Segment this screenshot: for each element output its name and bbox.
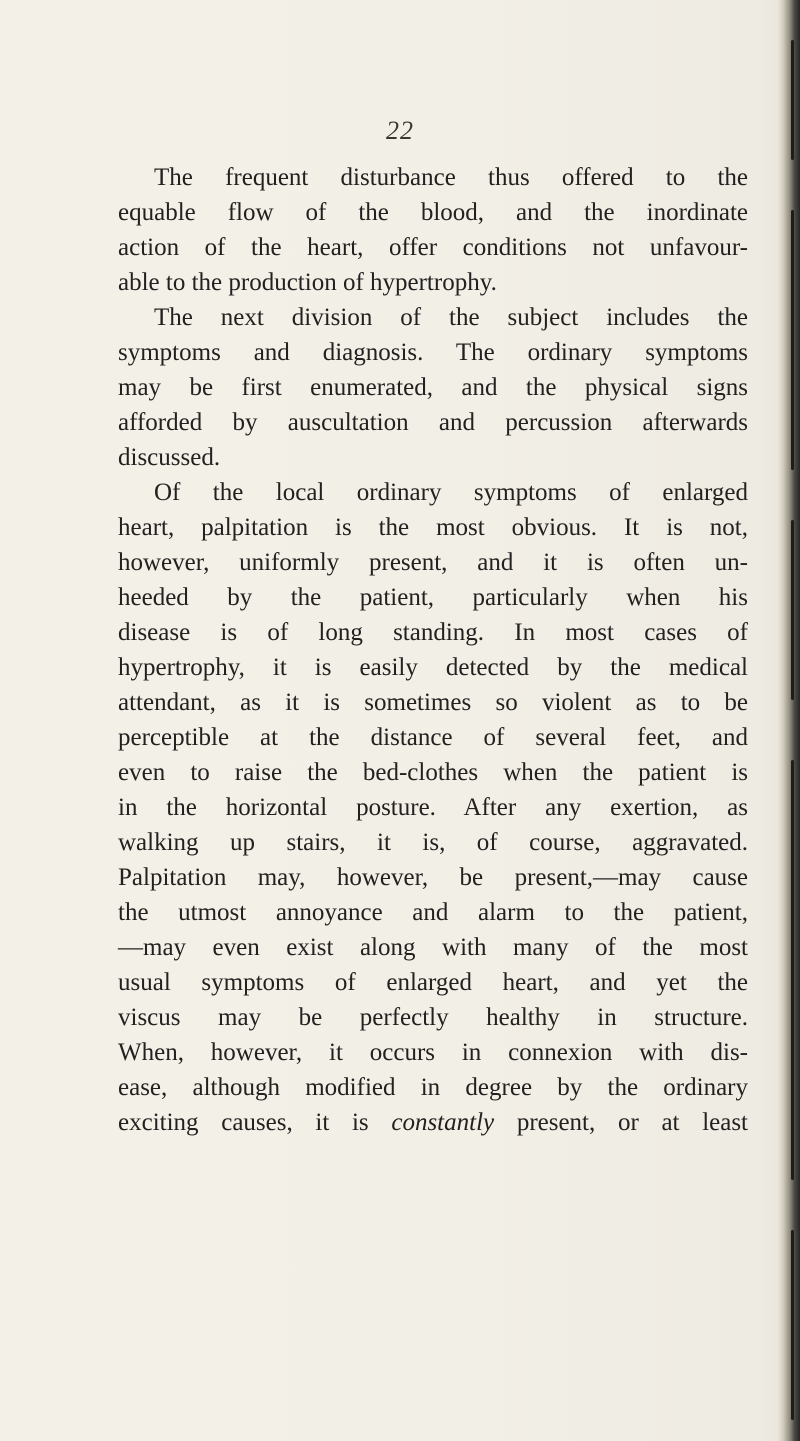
text-line: disease is of long standing. In most cases of — [118, 619, 748, 646]
binding-edge — [778, 0, 800, 1441]
binding-shadow — [791, 1230, 794, 1420]
text-run: exciting causes, it is — [118, 1109, 392, 1136]
text-line: in the horizontal posture. After any exertion, as — [118, 794, 748, 821]
text-line: afforded by auscultation and percussion afterwards — [118, 409, 748, 436]
binding-shadow — [791, 760, 794, 1180]
text-line: Palpitation may, however, be present,—may cause — [118, 864, 748, 891]
text-line: viscus may be perfectly healthy in structure. — [118, 1004, 748, 1031]
binding-shadow — [791, 210, 794, 470]
text-line: ease, although modified in degree by the ordinary — [118, 1074, 748, 1101]
binding-shadow — [791, 520, 794, 700]
text-line: The next division of the subject includes the — [154, 304, 748, 331]
text-line: perceptible at the distance of several feet, and — [118, 724, 748, 751]
page-number: 22 — [386, 116, 414, 145]
binding-shadow — [791, 40, 794, 160]
text-line: heart, palpitation is the most obvious. It is not, — [118, 514, 748, 541]
emphasis-text: constantly — [391, 1109, 495, 1136]
text-line: hypertrophy, it is easily detected by the medical — [118, 654, 748, 681]
text-line: action of the heart, offer conditions not unfavour- — [118, 234, 748, 261]
text-line: —may even exist along with many of the most — [118, 934, 748, 961]
text-line: may be first enumerated, and the physical signs — [118, 374, 748, 401]
text-line: attendant, as it is sometimes so violent as to be — [118, 689, 748, 716]
text-line: Of the local ordinary symptoms of enlarged — [154, 479, 748, 506]
text-line: the utmost annoyance and alarm to the patient, — [118, 899, 748, 926]
text-line: equable flow of the blood, and the inordinate — [118, 199, 748, 226]
text-line: usual symptoms of enlarged heart, and yet the — [118, 969, 748, 996]
body-text — [118, 160, 748, 1140]
text-line: even to raise the bed-clothes when the patient is — [118, 759, 748, 786]
text-run: present, or at least — [494, 1109, 749, 1136]
text-line: however, uniformly present, and it is often un- — [118, 549, 748, 576]
text-line: discussed. — [118, 444, 221, 471]
text-line: symptoms and diagnosis. The ordinary symptoms — [118, 339, 748, 366]
text-line: heeded by the patient, particularly when his — [118, 584, 748, 611]
text-line: When, however, it occurs in connexion with dis- — [118, 1039, 748, 1066]
text-line: able to the production of hypertrophy. — [118, 269, 497, 296]
text-line: walking up stairs, it is, of course, aggravated. — [118, 829, 748, 856]
text-line: The frequent disturbance thus offered to the — [154, 164, 748, 191]
text-line-final — [118, 1105, 748, 1140]
